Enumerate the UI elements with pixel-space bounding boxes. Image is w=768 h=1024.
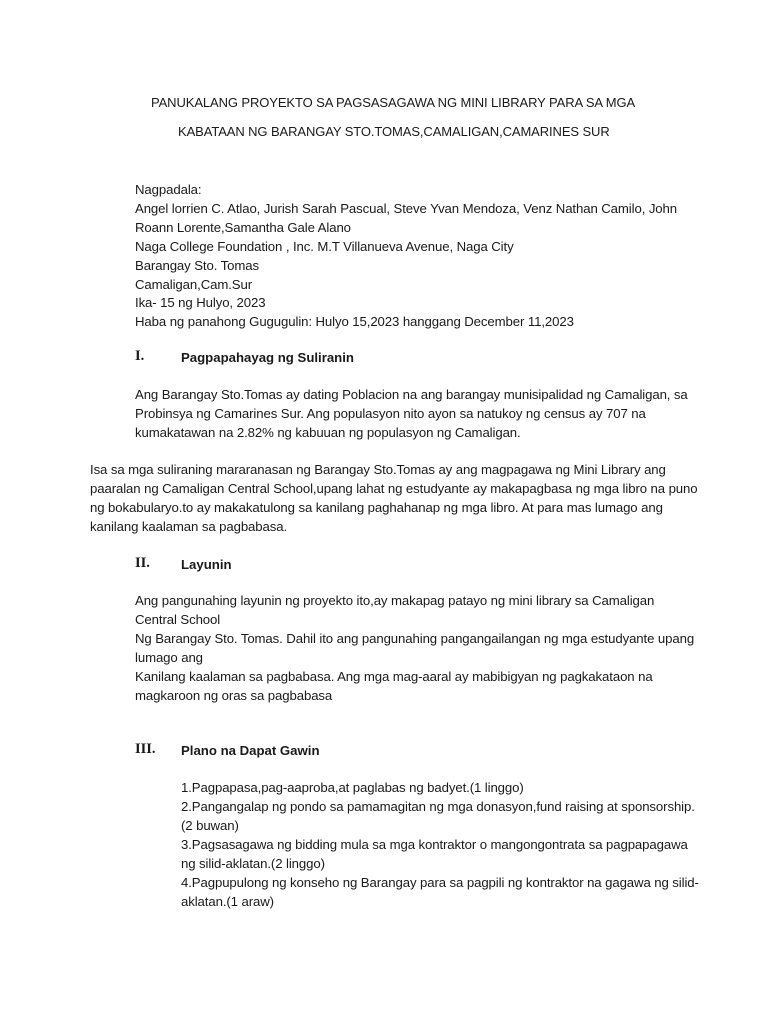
title-line-1: PANUKALANG PROYEKTO SA PAGSASAGAWA NG MINI LIBRARY PARA SA MGA: [151, 95, 636, 110]
section-1-para2-line: kanilang kaalaman sa pagbabasa.: [90, 519, 288, 534]
plan-item: 4.Pagpupulong ng konseho ng Barangay para sa pagpili ng kontraktor na gagawa ng silid-: [181, 875, 699, 890]
sender-label: Nagpadala:: [135, 182, 202, 197]
section-2-heading: Layunin: [181, 557, 232, 572]
plan-item: ng silid-aklatan.(2 linggo): [181, 856, 325, 871]
sender-school: Naga College Foundation , Inc. M.T Villanueva Avenue, Naga City: [135, 239, 514, 254]
section-2-para-line: Central School: [135, 612, 221, 627]
section-1-para2-line: Isa sa mga suliraning mararanasan ng Barangay Sto.Tomas ay ang magpagawa ng Mini Library ang: [90, 462, 666, 477]
plan-item: 3.Pagsasagawa ng bidding mula sa mga kontraktor o mangongontrata sa pagpapagawa: [181, 837, 688, 852]
sender-date: Ika- 15 ng Hulyo, 2023: [135, 295, 266, 310]
section-2-para-line: magkaroon ng oras sa pagbabasa: [135, 688, 333, 703]
section-2-para-line: Ang pangunahing layunin ng proyekto ito,ay makapag patayo ng mini library sa Camaligan: [135, 593, 655, 608]
section-2-numeral: II.: [135, 555, 150, 571]
sender-names-line-1: Angel lorrien C. Atlao, Jurish Sarah Pascual, Steve Yvan Mendoza, Venz Nathan Camilo, John: [135, 201, 678, 216]
section-1-para1-line: Ang Barangay Sto.Tomas ay dating Poblacion na ang barangay munisipalidad ng Camaligan, sa: [135, 387, 688, 402]
sender-barangay: Barangay Sto. Tomas: [135, 258, 259, 273]
sender-duration: Haba ng panahong Gugugulin: Hulyo 15,2023 hanggang December 11,2023: [135, 314, 574, 329]
section-1-para1-line: kumakatawan na 2.82% ng kabuuan ng populasyon ng Camaligan.: [135, 425, 521, 440]
section-1-numeral: I.: [135, 348, 145, 364]
section-1-para1-line: Probinsya ng Camarines Sur. Ang populasyon nito ayon sa natukoy ng census ay 707 na: [135, 406, 646, 421]
section-2-para-line: lumago ang: [135, 650, 203, 665]
section-2-para-line: Kanilang kaalaman sa pagbabasa. Ang mga mag-aaral ay mabibigyan ng pagkakataon na: [135, 669, 653, 684]
plan-item: aklatan.(1 araw): [181, 894, 274, 909]
section-3-numeral: III.: [135, 741, 156, 757]
section-1-para2-line: ng bokabularyo.to ay makakatulong sa kanilang paghahanap ng mga libro. At para mas lumago ang: [90, 500, 663, 515]
plan-item: (2 buwan): [181, 818, 239, 833]
title-line-2: KABATAAN NG BARANGAY STO.TOMAS,CAMALIGAN,CAMARINES SUR: [178, 124, 610, 139]
sender-names-line-2: Roann Lorente,Samantha Gale Alano: [135, 220, 351, 235]
plan-item: 1.Pagpapasa,pag-aaproba,at paglabas ng badyet.(1 linggo): [181, 780, 524, 795]
plan-item: 2.Pangangalap ng pondo sa pamamagitan ng mga donasyon,fund raising at sponsorship.: [181, 799, 695, 814]
section-1-para2-line: paaralan ng Camaligan Central School,upang lahat ng estudyante ay makapagbasa ng mga libro na puno: [90, 481, 698, 496]
section-2-para-line: Ng Barangay Sto. Tomas. Dahil ito ang pangunahing pangangailangan ng mga estudyante upang: [135, 631, 695, 646]
section-1-heading: Pagpapahayag ng Suliranin: [181, 350, 354, 365]
section-3-heading: Plano na Dapat Gawin: [181, 743, 320, 758]
sender-town: Camaligan,Cam.Sur: [135, 277, 253, 292]
